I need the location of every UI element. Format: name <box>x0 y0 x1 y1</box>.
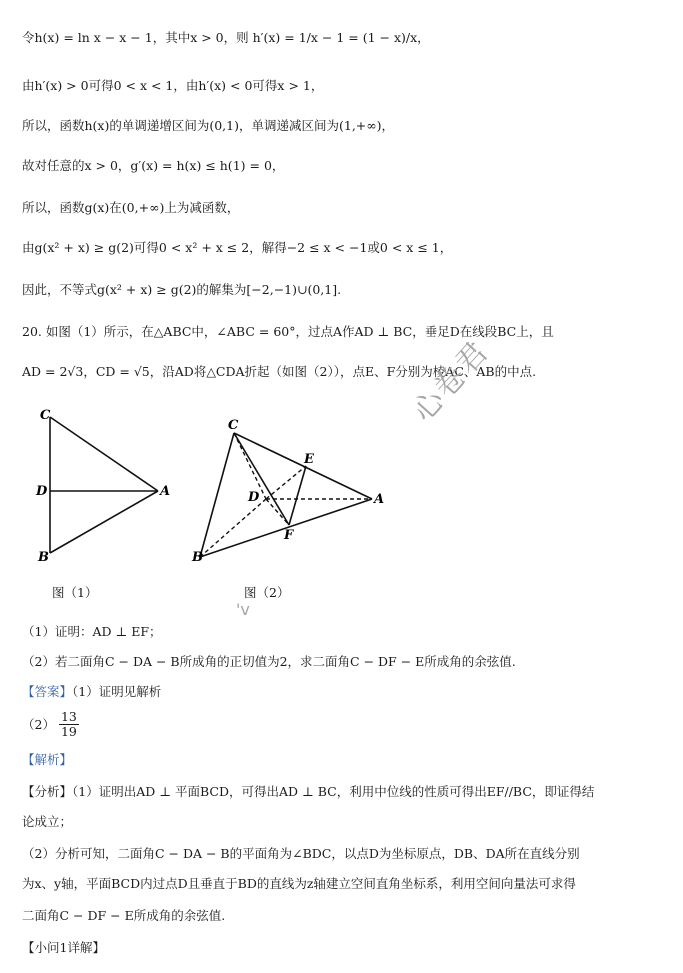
answer-tag: 【答案】 <box>22 684 73 699</box>
analysis-line-2: 论成立； <box>22 814 73 829</box>
analysis-line-5: 二面角C − DF − E所成角的余弦值. <box>22 908 226 923</box>
analysis-line-4: 为x、y轴，平面BCD内过点D且垂直于BD的直线为z轴建立空间直角坐标系，利用空间向量法可求得 <box>22 876 576 891</box>
fig1-caption: 图（1） <box>52 585 98 600</box>
answer-part-1: （1）证明见解析 <box>72 684 162 699</box>
fig2-label-c: C <box>228 418 239 433</box>
fig2-caption: 图（2） <box>244 585 290 600</box>
fig1-label-c: C <box>40 408 51 423</box>
fig2-label-d: D <box>248 490 260 505</box>
fig2-label-b: B <box>192 550 203 565</box>
fig1-label-b: B <box>38 550 49 565</box>
solution-line-3: 所以，函数h(x)的单调递增区间为(0,1)，单调递减区间为(1,+∞)， <box>22 118 395 133</box>
fraction-denominator: 19 <box>60 724 77 739</box>
watermark-small: 'v <box>236 600 250 619</box>
analysis-text-1: （1）证明出AD ⊥ 平面BCD，可得出AD ⊥ BC，利用中位线的性质可得出EF//BC，即证得结 <box>72 784 595 799</box>
figure-1 <box>30 405 180 565</box>
problem-20-line-2: AD = 2√3，CD = √5，沿AD将△CDA折起（如图（2）），点E、F分别为棱AC、AB的中点. <box>22 364 537 379</box>
analysis-line-3: （2）分析可知，二面角C − DA − B的平面角为∠BDC，以点D为坐标原点，DB、DA所在直线分别 <box>22 846 580 861</box>
fig2-label-f: F <box>284 528 294 543</box>
fig2-label-e: E <box>304 452 314 467</box>
jiexi-tag: 【解析】 <box>22 752 73 767</box>
question-1: （1）证明：AD ⊥ EF； <box>22 624 162 639</box>
solution-line-6: 由g(x² + x) ≥ g(2)可得0 < x² + x ≤ 2，解得−2 ≤ x < −1或0 < x ≤ 1， <box>22 240 453 255</box>
analysis-line-1 <box>22 784 669 800</box>
fig1-label-d: D <box>36 484 48 499</box>
answer-fraction <box>59 710 79 739</box>
solution-line-4: 故对任意的x > 0，g′(x) = h(x) ≤ h(1) = 0， <box>22 158 285 173</box>
solution-line-7: 因此，不等式g(x² + x) ≥ g(2)的解集为[−2,−1)∪(0,1]. <box>22 282 342 297</box>
solution-line-5: 所以，函数g(x)在(0,+∞)上为减函数， <box>22 200 240 215</box>
watermark-text: 心卷君 <box>405 334 497 429</box>
solution-line-2: 由h′(x) > 0可得0 < x < 1，由h′(x) < 0可得x > 1， <box>22 78 324 93</box>
fig2-label-a: A <box>374 492 385 507</box>
fraction-numerator: 13 <box>60 709 77 724</box>
answer-part-2 <box>22 710 669 739</box>
solution-line-1: 令h(x) = ln x − x − 1，其中x > 0，则 h′(x) = 1/x − 1 = (1 − x)/x， <box>22 30 430 45</box>
question-2: （2）若二面角C − DA − B所成角的正切值为2，求二面角C − DF − E所成角的余弦值. <box>22 654 516 669</box>
subquestion-header: 【小问1详解】 <box>22 940 105 955</box>
answer-line <box>22 684 669 700</box>
answer-part-2-prefix: （2） <box>22 716 55 732</box>
analysis-tag: 【分析】 <box>22 784 73 799</box>
figure-2 <box>190 415 390 565</box>
problem-20-line-1: 20. 如图（1）所示，在△ABC中，∠ABC = 60°，过点A作AD ⊥ BC，垂足D在线段BC上，且 <box>22 324 554 339</box>
fig1-label-a: A <box>160 484 171 499</box>
